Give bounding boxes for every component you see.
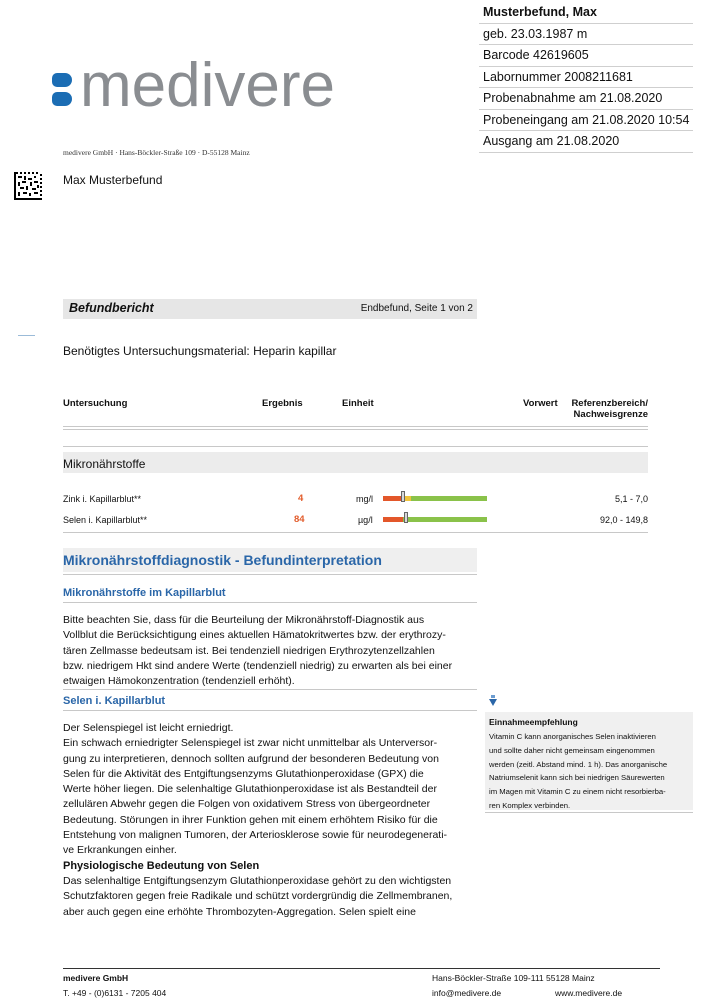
divider xyxy=(63,689,477,690)
text-line: Schutzfaktoren gegen freie Radikale und schützt vordergründig die Zellmembranen, xyxy=(63,890,453,903)
column-header-test: Untersuchung xyxy=(63,398,128,409)
footer-phone: T. +49 - (0)6131 - 7205 404 xyxy=(63,988,167,998)
column-header-unit: Einheit xyxy=(342,398,374,409)
range-low-segment xyxy=(383,517,403,522)
row-reference-range: 92,0 - 149,8 xyxy=(599,515,648,525)
text-line: Das selenhaltige Entgiftungsenzym Glutathionperoxidase gehört zu den wichtigsten xyxy=(63,875,452,887)
text-line: Bitte beachten Sie, dass für die Beurteilung der Mikronährstoff-Diagnostik aus xyxy=(63,614,425,626)
datamatrix-code-icon xyxy=(14,172,42,200)
sender-line: medivere GmbH · Hans-Böckler-Straße 109 · D-55128 Mainz xyxy=(63,148,250,157)
footer-website[interactable]: www.medivere.de xyxy=(555,988,623,998)
text-line: ren Komplex verbinden. xyxy=(489,800,571,810)
intake-recommendation-text xyxy=(489,730,689,813)
selen-paragraph xyxy=(63,721,477,859)
patient-sampling-date: Probenabnahme am 21.08.2020 xyxy=(479,88,693,110)
section-header-bar xyxy=(63,452,648,473)
medivere-logo xyxy=(52,51,392,120)
logo-text: medivere xyxy=(80,51,335,120)
range-normal-segment xyxy=(411,496,487,501)
text-line: Ein schwach erniedrigter Selenspiegel ist zwar nicht unmittelbar als Unterversor- xyxy=(63,737,438,750)
interpretation-subtitle: Mikronährstoffe im Kapillarblut xyxy=(63,587,226,599)
column-header-result: Ergebnis xyxy=(262,398,303,409)
intake-recommendation-title: Einnahmeempfehlung xyxy=(489,717,578,727)
interpretation-header-bar xyxy=(63,548,477,572)
patient-output-date: Ausgang am 21.08.2020 xyxy=(479,131,693,153)
patient-dob: geb. 23.03.1987 m xyxy=(479,24,693,46)
section-label: Mikronährstoffe xyxy=(63,457,146,471)
text-line: zellulären Abwehr gegen die Folgen von oxidativem Stress von übergeordneter xyxy=(63,798,431,811)
range-normal-segment xyxy=(403,517,487,522)
text-line: Natriumselenit kann sich bei niedrigen Säurewerten xyxy=(489,773,665,783)
row-unit: mg/l xyxy=(356,494,374,504)
footer-company: medivere GmbH xyxy=(63,973,129,983)
result-range-bar xyxy=(383,496,487,501)
report-header-bar xyxy=(63,299,477,319)
footer-divider xyxy=(63,968,660,969)
row-result-value: 84 xyxy=(294,514,305,525)
text-line: Vollblut die Berücksichtigung eines aktuellen Hämatokritwertes bzw. der erythrozy- xyxy=(63,629,446,642)
interpretation-title: Mikronährstoffdiagnostik - Befundinterpretation xyxy=(63,552,382,568)
column-header-reference-line1: Referenzbereich/ xyxy=(571,398,648,409)
row-reference-range: 5,1 - 7,0 xyxy=(614,494,648,504)
text-line: Bedeutung. Störungen in ihrer Funktion gehen mit einem erhöhtem Risiko für die xyxy=(63,813,438,826)
text-line: tären Zellmasse bedeutsam ist. Bei tendenziell niedrigen Erythrozytenzellzahlen xyxy=(63,644,435,657)
divider xyxy=(63,426,648,427)
patient-info-box xyxy=(479,2,693,153)
column-header-reference xyxy=(571,398,648,420)
row-unit: µg/l xyxy=(358,515,373,525)
physio-heading: Physiologische Bedeutung von Selen xyxy=(63,860,260,872)
divider xyxy=(485,812,693,813)
text-line: werden (zeitl. Abstand mind. 1 h). Das anorganische xyxy=(489,759,668,769)
result-marker xyxy=(404,512,408,523)
divider xyxy=(63,710,477,711)
column-header-reference-line2: Nachweisgrenze xyxy=(573,409,648,420)
patient-barcode: Barcode 42619605 xyxy=(479,45,693,67)
patient-receipt-date: Probeneingang am 21.08.2020 10:54 xyxy=(479,110,693,132)
divider xyxy=(63,602,477,603)
row-test-name: Selen i. Kapillarblut** xyxy=(63,515,148,525)
intake-recommendation-box xyxy=(485,712,693,810)
row-result-value: 4 xyxy=(298,493,304,504)
text-line: im Magen mit Vitamin C zu einem nicht resorbierba- xyxy=(489,787,666,797)
text-line: ve Erkrankungen einher. xyxy=(63,844,177,857)
report-title: Befundbericht xyxy=(69,301,154,315)
report-status: Endbefund, Seite 1 von 2 xyxy=(360,303,473,314)
selen-heading: Selen i. Kapillarblut xyxy=(63,695,166,707)
patient-name: Musterbefund, Max xyxy=(479,2,693,24)
text-line: bzw. niedrigem Hkt sind andere Werte (tendenziell niedrig) zu erwarten als bei einer xyxy=(63,659,453,672)
addressee-name: Max Musterbefund xyxy=(63,173,163,187)
divider xyxy=(63,446,648,447)
divider xyxy=(63,532,648,533)
text-line: Vitamin C kann anorganisches Selen inaktivieren xyxy=(489,732,656,741)
text-line: und sollte daher nicht gemeinsam eingenommen xyxy=(489,745,655,755)
text-line: gung zu interpretieren, dennoch sollten aufgrund der besonderen Bedeutung von xyxy=(63,752,439,765)
result-range-bar xyxy=(383,517,487,522)
range-low-segment xyxy=(383,496,403,501)
patient-lab-number: Labornummer 2008211681 xyxy=(479,67,693,89)
arrow-down-icon xyxy=(489,695,497,707)
intro-paragraph xyxy=(63,613,477,689)
divider xyxy=(63,574,477,575)
footer-email[interactable]: info@medivere.de xyxy=(432,988,502,998)
footer-address: Hans-Böckler-Straße 109-111 55128 Mainz xyxy=(432,973,595,983)
text-line: aber auch gegen eine erhöhte Thrombozyten-Aggregation. Selen spielt eine xyxy=(63,905,416,918)
result-marker xyxy=(401,491,405,502)
sample-material: Benötigtes Untersuchungsmaterial: Heparin kapillar xyxy=(63,344,337,358)
logo-dot-icon xyxy=(52,73,72,87)
margin-mark xyxy=(18,335,35,336)
logo-dot-icon xyxy=(52,92,72,106)
physio-paragraph xyxy=(63,874,477,920)
row-test-name: Zink i. Kapillarblut** xyxy=(63,494,142,504)
text-line: Entstehung von malignen Tumoren, der Arteriosklerose sowie für neurodegenerati- xyxy=(63,829,448,842)
text-line: etwaigen Hämokonzentration (tendenziell erhöht). xyxy=(63,675,295,688)
column-header-previous: Vorwert xyxy=(523,398,558,409)
text-line: Selen für die Aktivität des Entgiftungsenzyms Glutathionperoxidase (GPX) die xyxy=(63,767,424,780)
text-line: Werte höher liegen. Die selenhaltige Glutathionperoxidase ist als Bestandteil der xyxy=(63,783,437,796)
text-line: Der Selenspiegel ist leicht erniedrigt. xyxy=(63,722,234,734)
divider xyxy=(63,429,648,430)
